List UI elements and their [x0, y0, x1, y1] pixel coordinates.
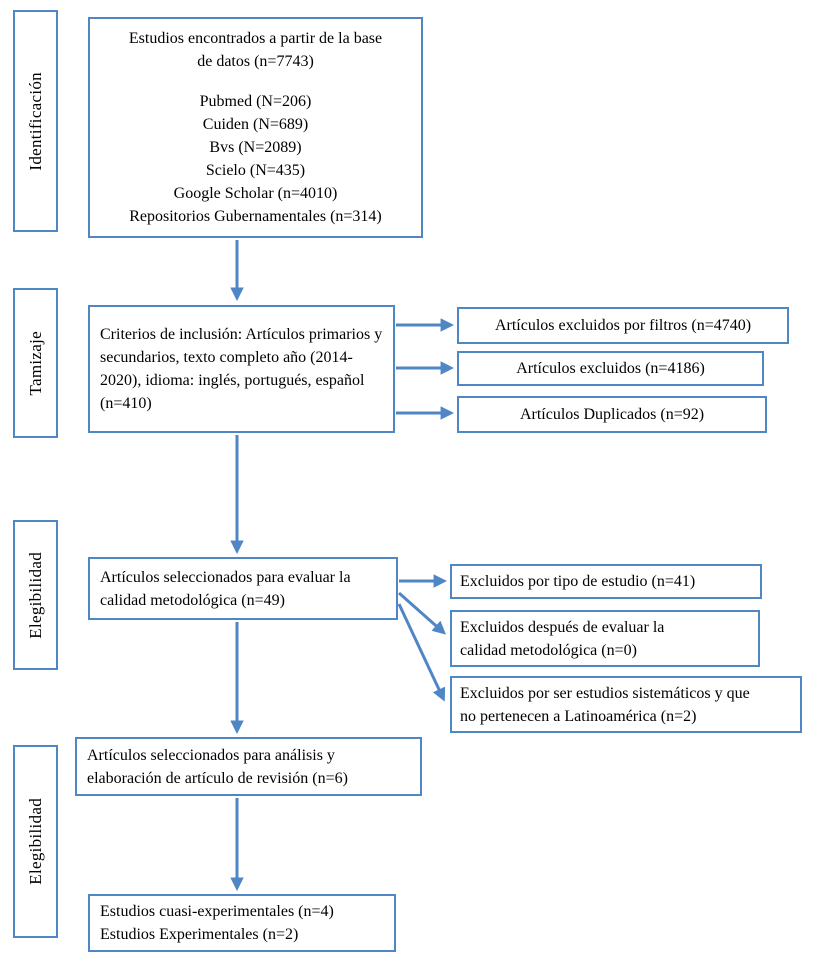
source-pubmed: Pubmed (N=206) — [199, 93, 312, 110]
source-bvs: Bvs (N=2089) — [209, 139, 302, 156]
final-studies-line-2: Estudios Experimentales (n=2) — [100, 926, 299, 943]
spacer — [100, 73, 411, 90]
box-excluded — [457, 351, 764, 386]
stage-identification-label: Identificación — [26, 71, 45, 171]
source-cuiden: Cuiden (N=689) — [202, 116, 309, 133]
source-scielo: Scielo (N=435) — [205, 162, 306, 179]
final-studies-line-1: Estudios cuasi-experimentales (n=4) — [100, 903, 334, 920]
excluded-filters-text: Artículos excluidos por filtros (n=4740) — [494, 317, 752, 334]
source-repositorios: Repositorios Gubernamentales (n=314) — [129, 208, 382, 225]
box-inclusion-criteria — [88, 305, 395, 433]
stage-eligibility-1-label: Elegibilidad — [26, 551, 45, 639]
database-results-title: Estudios encontrados a partir de la base de datos (n=7743) — [128, 30, 383, 70]
stage-screening-label: Tamizaje — [26, 330, 45, 396]
box-database-results — [88, 17, 423, 238]
inclusion-criteria-text: Criterios de inclusión: Artículos primarios y secundarios, texto completo año (2014-2020), idioma: inglés, portugués, español (n=410) — [100, 326, 383, 412]
box-excluded-after-quality — [450, 610, 760, 667]
stage-eligibility-2-label: Elegibilidad — [26, 798, 45, 885]
excluded-after-quality-text: Excluidos después de evaluar la calidad metodológica (n=0) — [460, 618, 665, 659]
quality-evaluation-text: Artículos seleccionados para evaluar la calidad metodológica (n=49) — [100, 568, 351, 609]
stage-eligibility-2 — [13, 745, 58, 938]
excluded-systematic-text: Excluidos por ser estudios sistemáticos y que no pertenecen a Latinoamérica (n=2) — [460, 684, 750, 725]
arrow-to-excluded-after-quality — [399, 593, 443, 632]
box-excluded-filters — [457, 307, 789, 344]
duplicates-text: Artículos Duplicados (n=92) — [519, 406, 705, 423]
excluded-text: Artículos excluidos (n=4186) — [516, 360, 705, 377]
box-quality-evaluation — [88, 557, 398, 620]
stage-identification — [13, 10, 58, 232]
stage-screening — [13, 288, 58, 438]
box-selected-for-analysis — [75, 737, 422, 796]
excluded-study-type-text: Excluidos por tipo de estudio (n=41) — [460, 573, 696, 590]
box-duplicates — [457, 396, 767, 433]
box-excluded-study-type — [450, 564, 762, 599]
box-excluded-systematic — [450, 676, 802, 733]
arrow-to-excluded-systematic — [399, 604, 443, 698]
source-google-scholar: Google Scholar (n=4010) — [173, 185, 338, 202]
stage-eligibility-1 — [13, 520, 58, 670]
box-final-studies — [88, 894, 396, 952]
selected-for-analysis-text: Artículos seleccionados para análisis y elaboración de artículo de revisión (n=6) — [87, 746, 348, 787]
final-studies-lines — [100, 900, 334, 946]
